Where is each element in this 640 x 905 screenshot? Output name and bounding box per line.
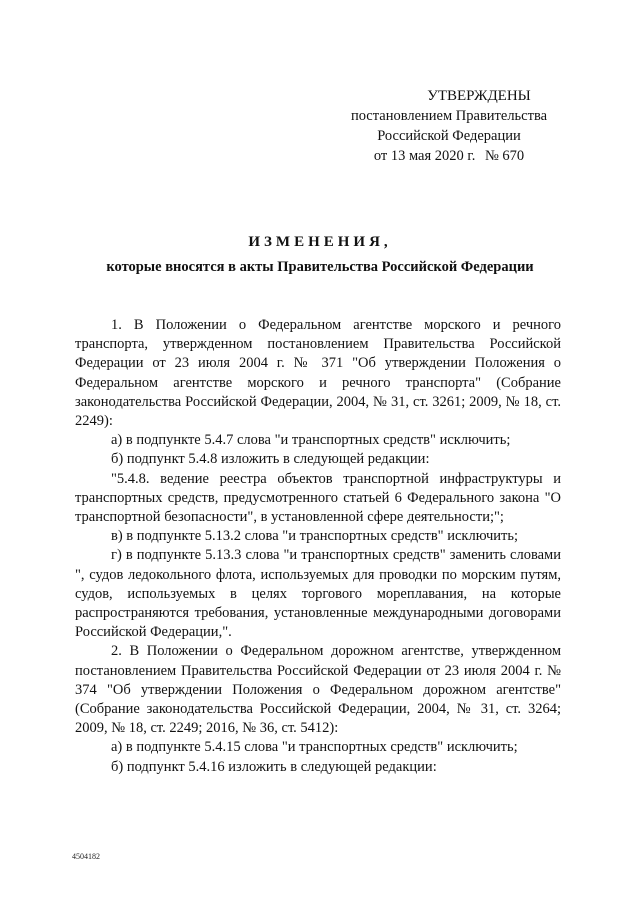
approval-date-line	[340, 146, 558, 166]
approval-block	[340, 86, 558, 166]
document-title: ИЗМЕНЕНИЯ,	[248, 234, 392, 250]
paragraph-1b: б) подпункт 5.4.8 изложить в следующей редакции:	[111, 451, 430, 468]
paragraph-1: 1. В Положении о Федеральном агентстве морского и речного транспорта, утвержденном постановлением Правительства Российской Федерации от 23 июля 2004 г. № 371 "Об утверждении Положения о Федеральном агентстве морского и речного транспорта" (Собрание законодательства Российской Федерации, 2004, № 31, ст. 3261; 2009, № 18, ст. 2249):	[75, 317, 561, 430]
paragraph-1g: г) в подпункте 5.13.3 слова "и транспортных средств" заменить словами ", судов ледокольного флота, используемых для проводки по морским путям, судов, используемых в целях торгового мореплавания, на которые распространяются требования, установленные международными договорами Российской Федерации,".	[75, 547, 561, 641]
paragraph-1b-quote: "5.4.8. ведение реестра объектов транспортной инфраструктуры и транспортных средств, предусмотренного статьей 6 Федерального закона "О транспортной безопасности", в установленной сфере деятельности;";	[75, 470, 561, 526]
document-body	[75, 316, 561, 777]
approval-line-2: Российской Федерации	[377, 128, 521, 144]
approval-number: № 670	[484, 148, 525, 164]
paragraph-1a: а) в подпункте 5.4.7 слова "и транспортных средств" исключить;	[111, 432, 511, 449]
document-code: 4504182	[72, 852, 100, 861]
paragraph-2: 2. В Положении о Федеральном дорожном агентстве, утвержденном постановлением Правительства Российской Федерации от 23 июля 2004 г. № 374 "Об утверждении Положения о Федеральном дорожном агентстве" (Собрание законодательства Российской Федерации, 2004, № 31, ст. 3264; 2009, № 18, ст. 2249; 2016, № 36, ст. 5412):	[75, 643, 561, 737]
approval-line-1: постановлением Правительства	[350, 108, 548, 124]
paragraph-1v: в) в подпункте 5.13.2 слова "и транспортных средств" исключить;	[111, 528, 519, 545]
document-subtitle: которые вносятся в акты Правительства Российской Федерации	[106, 259, 534, 275]
approval-heading: УТВЕРЖДЕНЫ	[427, 88, 531, 104]
approval-date: от 13 мая 2020 г.	[373, 148, 476, 164]
paragraph-2a: а) в подпункте 5.4.15 слова "и транспортных средств" исключить;	[111, 739, 518, 756]
paragraph-2b: б) подпункт 5.4.16 изложить в следующей редакции:	[111, 758, 437, 775]
